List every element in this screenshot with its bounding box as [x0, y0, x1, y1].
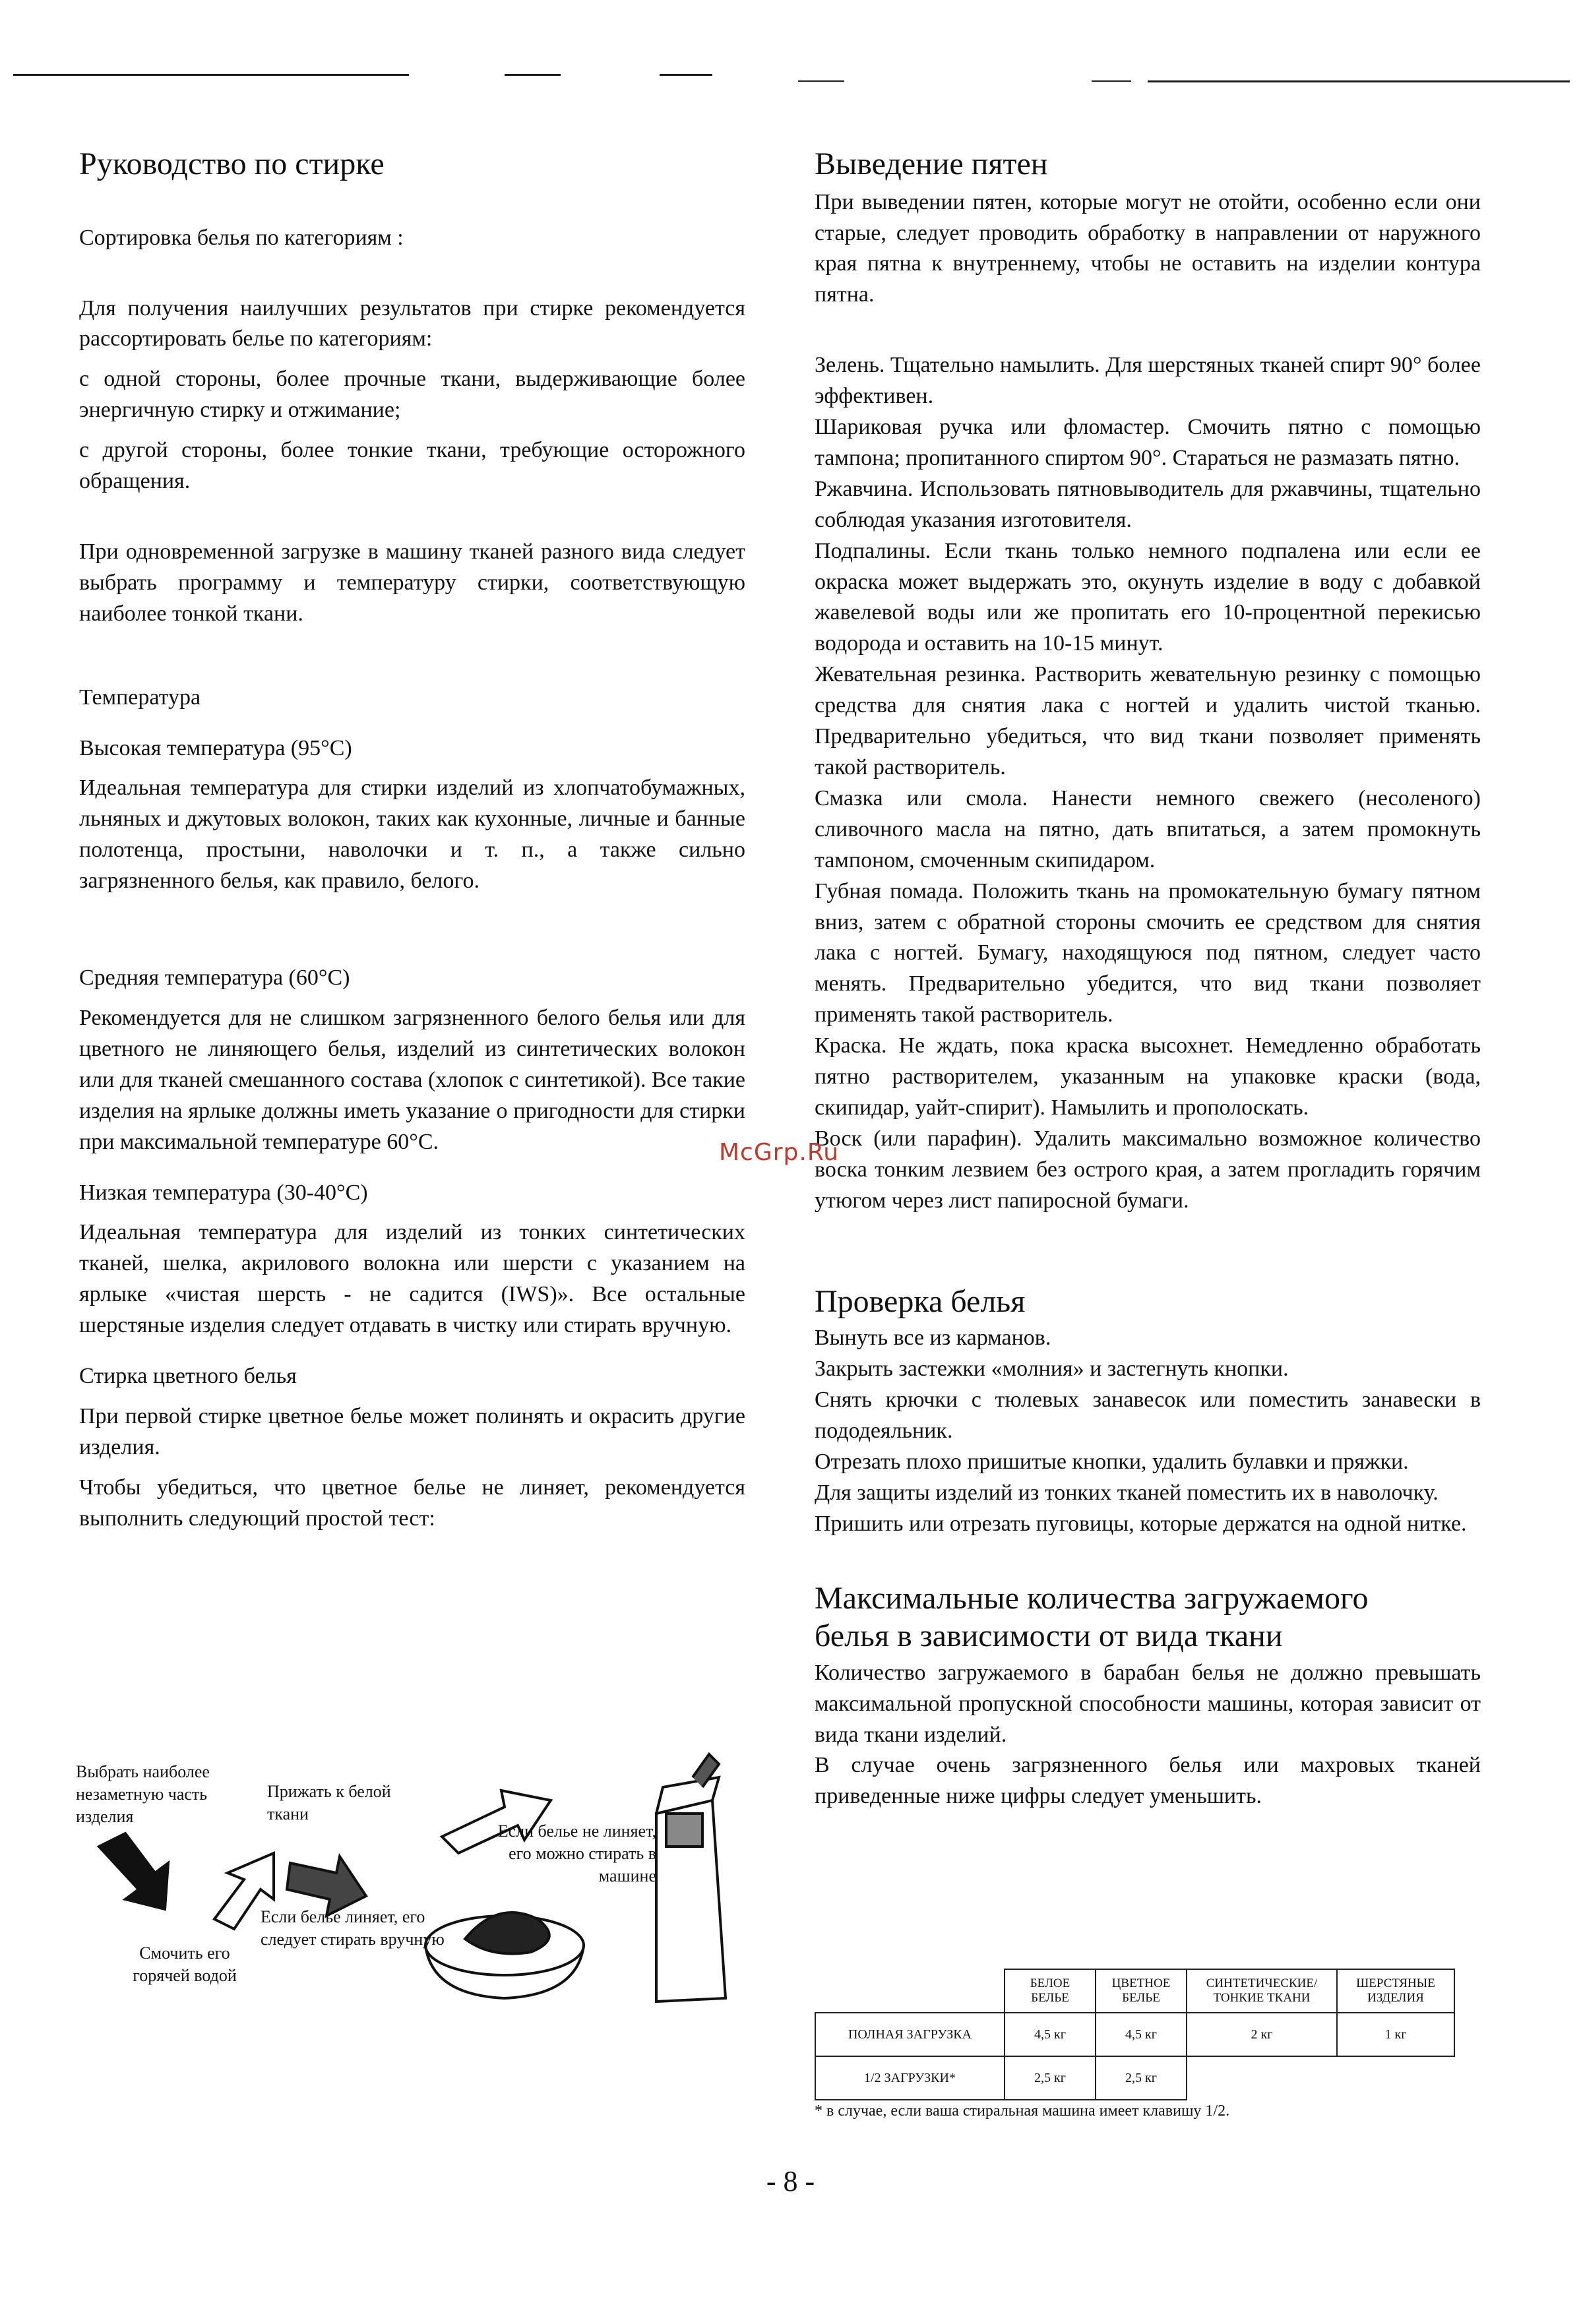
max-load-title-line2: белья в зависимости от вида ткани [815, 1618, 1283, 1654]
colored-laundry-heading: Стирка цветного белья [79, 1364, 297, 1389]
arrow-down-icon [99, 1833, 168, 1909]
top-rule [798, 80, 844, 82]
header-synthetic: СИНТЕТИЧЕСКИЕ/ ТОНКИЕ ТКАНИ [1187, 1969, 1337, 2013]
max-load-text: Количество загружаемого в барабан белья не должно превышать максимальной пропускной способности машины, которая зависит от вида ткани изделий. [815, 1660, 1481, 1747]
step-pick-hidden-part: Выбрать наиболее незаметную часть изделия [76, 1762, 210, 1826]
check-curtain-hooks: Снять крючки с тюлевых занавесок или поместить занавески в пододеяльник. [815, 1388, 1481, 1443]
color-test-diagram [76, 1741, 735, 2005]
high-temperature-text: Идеальная температура для стирки изделий из хлопчатобумажных, льняных и джутовых волокон, таких как кухонные, личные и банные полотенца, простыни, наволочки и т. п., а также сильно загрязненного белья, как правило, белого. [79, 776, 745, 894]
right-column [815, 145, 1481, 1812]
header-wool: ШЕРСТЯНЫЕ ИЗДЕЛИЯ [1337, 1969, 1454, 2013]
stain-grass: Зелень. Тщательно намылить. Для шерстяных тканей спирт 90° более эффективен. [815, 353, 1481, 409]
step-press-white-fabric: Прижать к белой ткани [267, 1782, 391, 1823]
result-hand-wash: Если белье линяет, его следует стирать вручную [261, 1907, 445, 1949]
check-delicate-pillowcase: Для защиты изделий из тонких тканей поместить их в наволочку. [815, 1480, 1439, 1505]
colored-laundry-test-intro: Чтобы убедиться, что цветное белье не линяет, рекомендуется выполнить следующий простой тест: [79, 1475, 745, 1531]
washing-guide-title: Руководство по стирке [79, 146, 385, 181]
row-label-half-load: 1/2 ЗАГРУЗКИ* [815, 2056, 1005, 2100]
colored-laundry-text: При первой стирке цветное белье может полинять и окрасить другие изделия. [79, 1403, 745, 1459]
half-load-colored: 2,5 кг [1096, 2056, 1187, 2100]
stain-scorch: Подпалины. Если ткань только немного подпалена или если ее окраска может выдержать это, окунуть изделие в воду с добавкой жавелевой воды или же пропитать его 10-процентной перекисью водорода и оставить на 10-15 минут. [815, 538, 1481, 656]
page-number: - 8 - [766, 2165, 815, 2197]
check-buttons-pins: Отрезать плохо пришитые кнопки, удалить булавки и пряжки. [815, 1449, 1409, 1474]
sort-heading: Сортировка белья по категориям : [79, 225, 404, 250]
wash-basin-icon [425, 1912, 584, 1998]
check-loose-buttons: Пришить или отрезать пуговицы, которые держатся на одной нитке. [815, 1511, 1467, 1536]
full-load-wool: 1 кг [1337, 2013, 1454, 2056]
sort-mixed-note: При одновременной загрузке в машину тканей разного вида следует выбрать программу и температуру стирки, соответствующую наиболее тонкой ткани. [79, 539, 745, 626]
check-zippers: Закрыть застежки «молния» и застегнуть кнопки. [815, 1357, 1289, 1382]
stain-pen: Шариковая ручка или фломастер. Смочить пятно с помощью тампона; пропитанного спиртом 90°. Стараться не размазать пятно. [815, 415, 1481, 470]
laundry-check-title: Проверка белья [815, 1283, 1026, 1319]
max-load-title-line1: Максимальные количества загружаемого [815, 1580, 1369, 1616]
watermark: McGrp.Ru [719, 1139, 840, 1166]
low-temperature-text: Идеальная температура для изделий из тонких синтетических тканей, шелка, акрилового волокна или шерсти с указанием на ярлыке «чистая шерсть - не садится (IWS)». Все остальные шерстяные изделия следует отдавать в чистку или стирать вручную. [79, 1220, 745, 1338]
stain-rust: Ржавчина. Использовать пятновыводитель для ржавчины, тщательно соблюдая указания изготовителя. [815, 476, 1481, 532]
max-load-table [815, 1969, 1455, 2100]
stain-lipstick: Губная помада. Положить ткань на промокательную бумагу пятном вниз, затем с обратной стороны смочить ее средством для снятия лака с ногтей. Бумагу, находящуюся под пятном, следует часто менять. Предварительно убедится, что вид ткани позволяет применять такой растворитель. [815, 878, 1481, 1027]
stain-paint: Краска. Не ждать, пока краска высохнет. Немедленно обработать пятно растворителем, указанным на упаковке краски (вода, скипидар, уайт-спирит). Намылить и прополоскать. [815, 1033, 1481, 1120]
medium-temperature-text: Рекомендуется для не слишком загрязненного белого белья или для цветного не линяющего белья, изделий из синтетических волокон или для тканей смешанного состава (хлопок с синтетикой). Все такие изделия на ярлыке должны иметь указание о пригодности для стирки при максимальной температуре 60°C. [79, 1006, 745, 1154]
top-rule [13, 74, 409, 76]
table-row [815, 2013, 1454, 2056]
stain-wax: Воск (или парафин). Удалить максимально возможное количество воска тонким лезвием без острого края, а затем прогладить горячим утюгом через лист папиросной бумаги. [815, 1126, 1481, 1213]
full-load-colored: 4,5 кг [1096, 2013, 1187, 2056]
left-column [79, 145, 745, 1535]
result-machine-wash: Если белье не линяет, его можно стирать в машине [497, 1821, 656, 1885]
top-rule [505, 74, 561, 76]
step-wet-hot-water: Смочить его горячей водой [133, 1943, 237, 1985]
full-load-synthetic: 2 кг [1187, 2013, 1337, 2056]
header-white: БЕЛОЕ БЕЛЬЕ [1005, 1969, 1096, 2013]
washing-machine-icon [656, 1754, 726, 2002]
sort-item-delicate: с другой стороны, более тонкие ткани, требующие осторожного обращения. [79, 438, 745, 494]
table-footnote: * в случае, если ваша стиральная машина имеет клавишу 1/2. [815, 2102, 1230, 2120]
stain-grease: Смазка или смола. Нанести немного свежего (несоленого) сливочного масла на пятно, дать впитаться, а затем промокнуть тампоном, смоченным скипидаром. [815, 785, 1481, 872]
stain-removal-intro: При выведении пятен, которые могут не отойти, особенно если они старые, следует проводить обработку в направлении от наружного края пятна к внутреннему, чтобы не оставить на изделии контура пятна. [815, 189, 1481, 307]
medium-temperature-heading: Средняя температура (60°C) [79, 965, 350, 991]
low-temperature-heading: Низкая температура (30-40°C) [79, 1180, 368, 1205]
high-temperature-heading: Высокая температура (95°C) [79, 735, 352, 760]
table-header-row [815, 1969, 1454, 2013]
table-row [815, 2056, 1454, 2100]
sort-intro: Для получения наилучших результатов при стирке рекомендуется рассортировать белье по категориям: [79, 295, 745, 352]
temperature-heading: Температура [79, 685, 201, 710]
half-load-white: 2,5 кг [1005, 2056, 1096, 2100]
stain-gum: Жевательная резинка. Растворить жевательную резинку с помощью средства для снятия лака с ногтей и удалить чистой тканью. Предварительно убедиться, что вид ткани позволяет применять такой растворитель. [815, 662, 1481, 780]
stain-removal-title: Выведение пятен [815, 146, 1048, 181]
row-label-full-load: ПОЛНАЯ ЗАГРУЗКА [815, 2013, 1005, 2056]
full-load-white: 4,5 кг [1005, 2013, 1096, 2056]
sort-item-strong: с одной стороны, более прочные ткани, выдерживающие более энергичную стирку и отжимание; [79, 367, 745, 423]
top-rule [1148, 80, 1570, 82]
header-colored: ЦВЕТНОЕ БЕЛЬЕ [1096, 1969, 1187, 2013]
max-load-reduce-note: В случае очень загрязненного белья или махровых тканей приведенные ниже цифры следует уменьшить. [815, 1753, 1481, 1809]
top-rule [660, 74, 712, 76]
check-pockets: Вынуть все из карманов. [815, 1326, 1051, 1351]
top-rule [1092, 80, 1131, 82]
